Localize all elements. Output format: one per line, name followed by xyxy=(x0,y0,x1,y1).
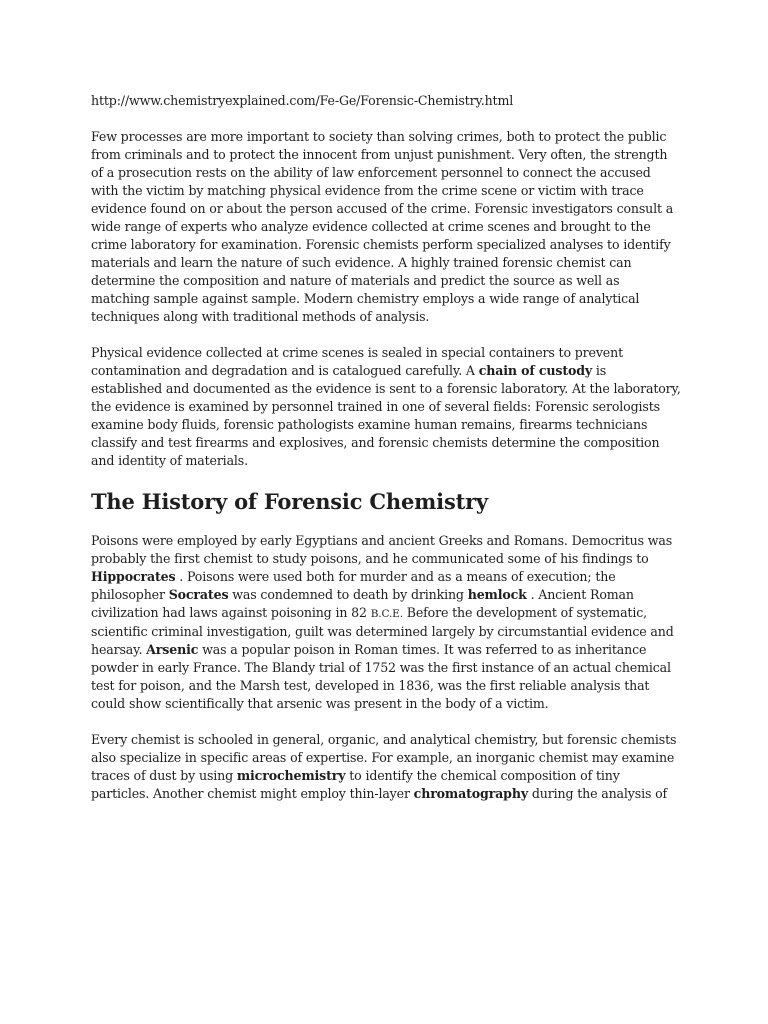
document-page xyxy=(91,92,681,821)
intro-section xyxy=(91,128,681,470)
text-run: Poisons were employed by early Egyptians and ancient Greeks and Romans. Democritus was probably the first chemist to study poisons, and he communicated some of his findings to xyxy=(91,533,673,566)
text-run: was a popular poison in Roman times. It was referred to as inheritance powder in early France. The Blandy trial of 1752 was the first instance of an actual chemical test for poison, and the Marsh test, developed in 1836, was the first reliable analysis that could show scientifically that arsenic was present in the body of a victim. xyxy=(91,642,671,711)
bold-term: microchemistry xyxy=(236,768,346,783)
paragraph xyxy=(91,344,681,470)
text-run: . Poisons were used both for murder and as a means of execution; the philosopher xyxy=(91,569,616,602)
history-section xyxy=(91,532,681,803)
text-run: Few processes are more important to society than solving crimes, both to protect the public from criminals and to protect the innocent from unjust punishment. Very often, the strength of a prosecution rests on the ability of law enforcement personnel to connect the accused with the victim by matching physical evidence from the crime scene or victim with trace evidence found on or about the person accused of the crime. Forensic investigators consult a wide range of experts who analyze evidence collected at crime scenes and brought to the crime laboratory for examination. Forensic chemists perform specialized analyses to identify materials and learn the nature of such evidence. A highly trained forensic chemist can determine the composition and nature of materials and predict the source as well as matching sample against sample. Modern chemistry employs a wide range of analytical techniques along with traditional methods of analysis. xyxy=(91,129,674,324)
text-run: Physical evidence collected at crime scenes is sealed in special containers to prevent contamination and degradation and is catalogued carefully. A xyxy=(91,345,623,378)
bold-term: chain of custody xyxy=(478,363,593,378)
bold-term: hemlock xyxy=(467,587,527,602)
text-run: was condemned to death by drinking xyxy=(228,587,468,602)
bold-term: Socrates xyxy=(168,587,229,602)
text-run: Before the development of systematic, scientific criminal investigation, guilt was determined largely by circumstantial evidence and hearsay. xyxy=(91,605,674,657)
bold-term: Arsenic xyxy=(146,642,199,657)
paragraph xyxy=(91,128,681,326)
text-run: . Ancient Roman civilization had laws against poisoning in 82 xyxy=(91,587,634,620)
bold-term: Hippocrates xyxy=(91,569,176,584)
text-run: Every chemist is schooled in general, organic, and analytical chemistry, but forensic chemists also specialize in specific areas of expertise. For example, an inorganic chemist may examine traces of dust by using xyxy=(91,732,677,783)
text-run: is established and documented as the evidence is sent to a forensic laboratory. At the laboratory, the evidence is examined by personnel trained in one of several fields: Forensic serologists examine body fluids, forensic pathologists examine human remains, firearms technicians classify and test firearms and explosives, and forensic chemists determine the composition and identity of materials. xyxy=(91,363,681,468)
bold-term: chromatography xyxy=(413,786,529,801)
paragraph xyxy=(91,532,681,713)
source-url: http://www.chemistryexplained.com/Fe-Ge/Forensic-Chemistry.html xyxy=(91,93,514,108)
text-run: to identify the chemical composition of tiny particles. Another chemist might employ thin-layer xyxy=(91,768,620,801)
paragraph xyxy=(91,731,681,803)
text-run: B.C.E. xyxy=(370,608,403,620)
section-heading: The History of Forensic Chemistry xyxy=(91,489,488,514)
text-run: during the analysis of xyxy=(528,786,668,801)
